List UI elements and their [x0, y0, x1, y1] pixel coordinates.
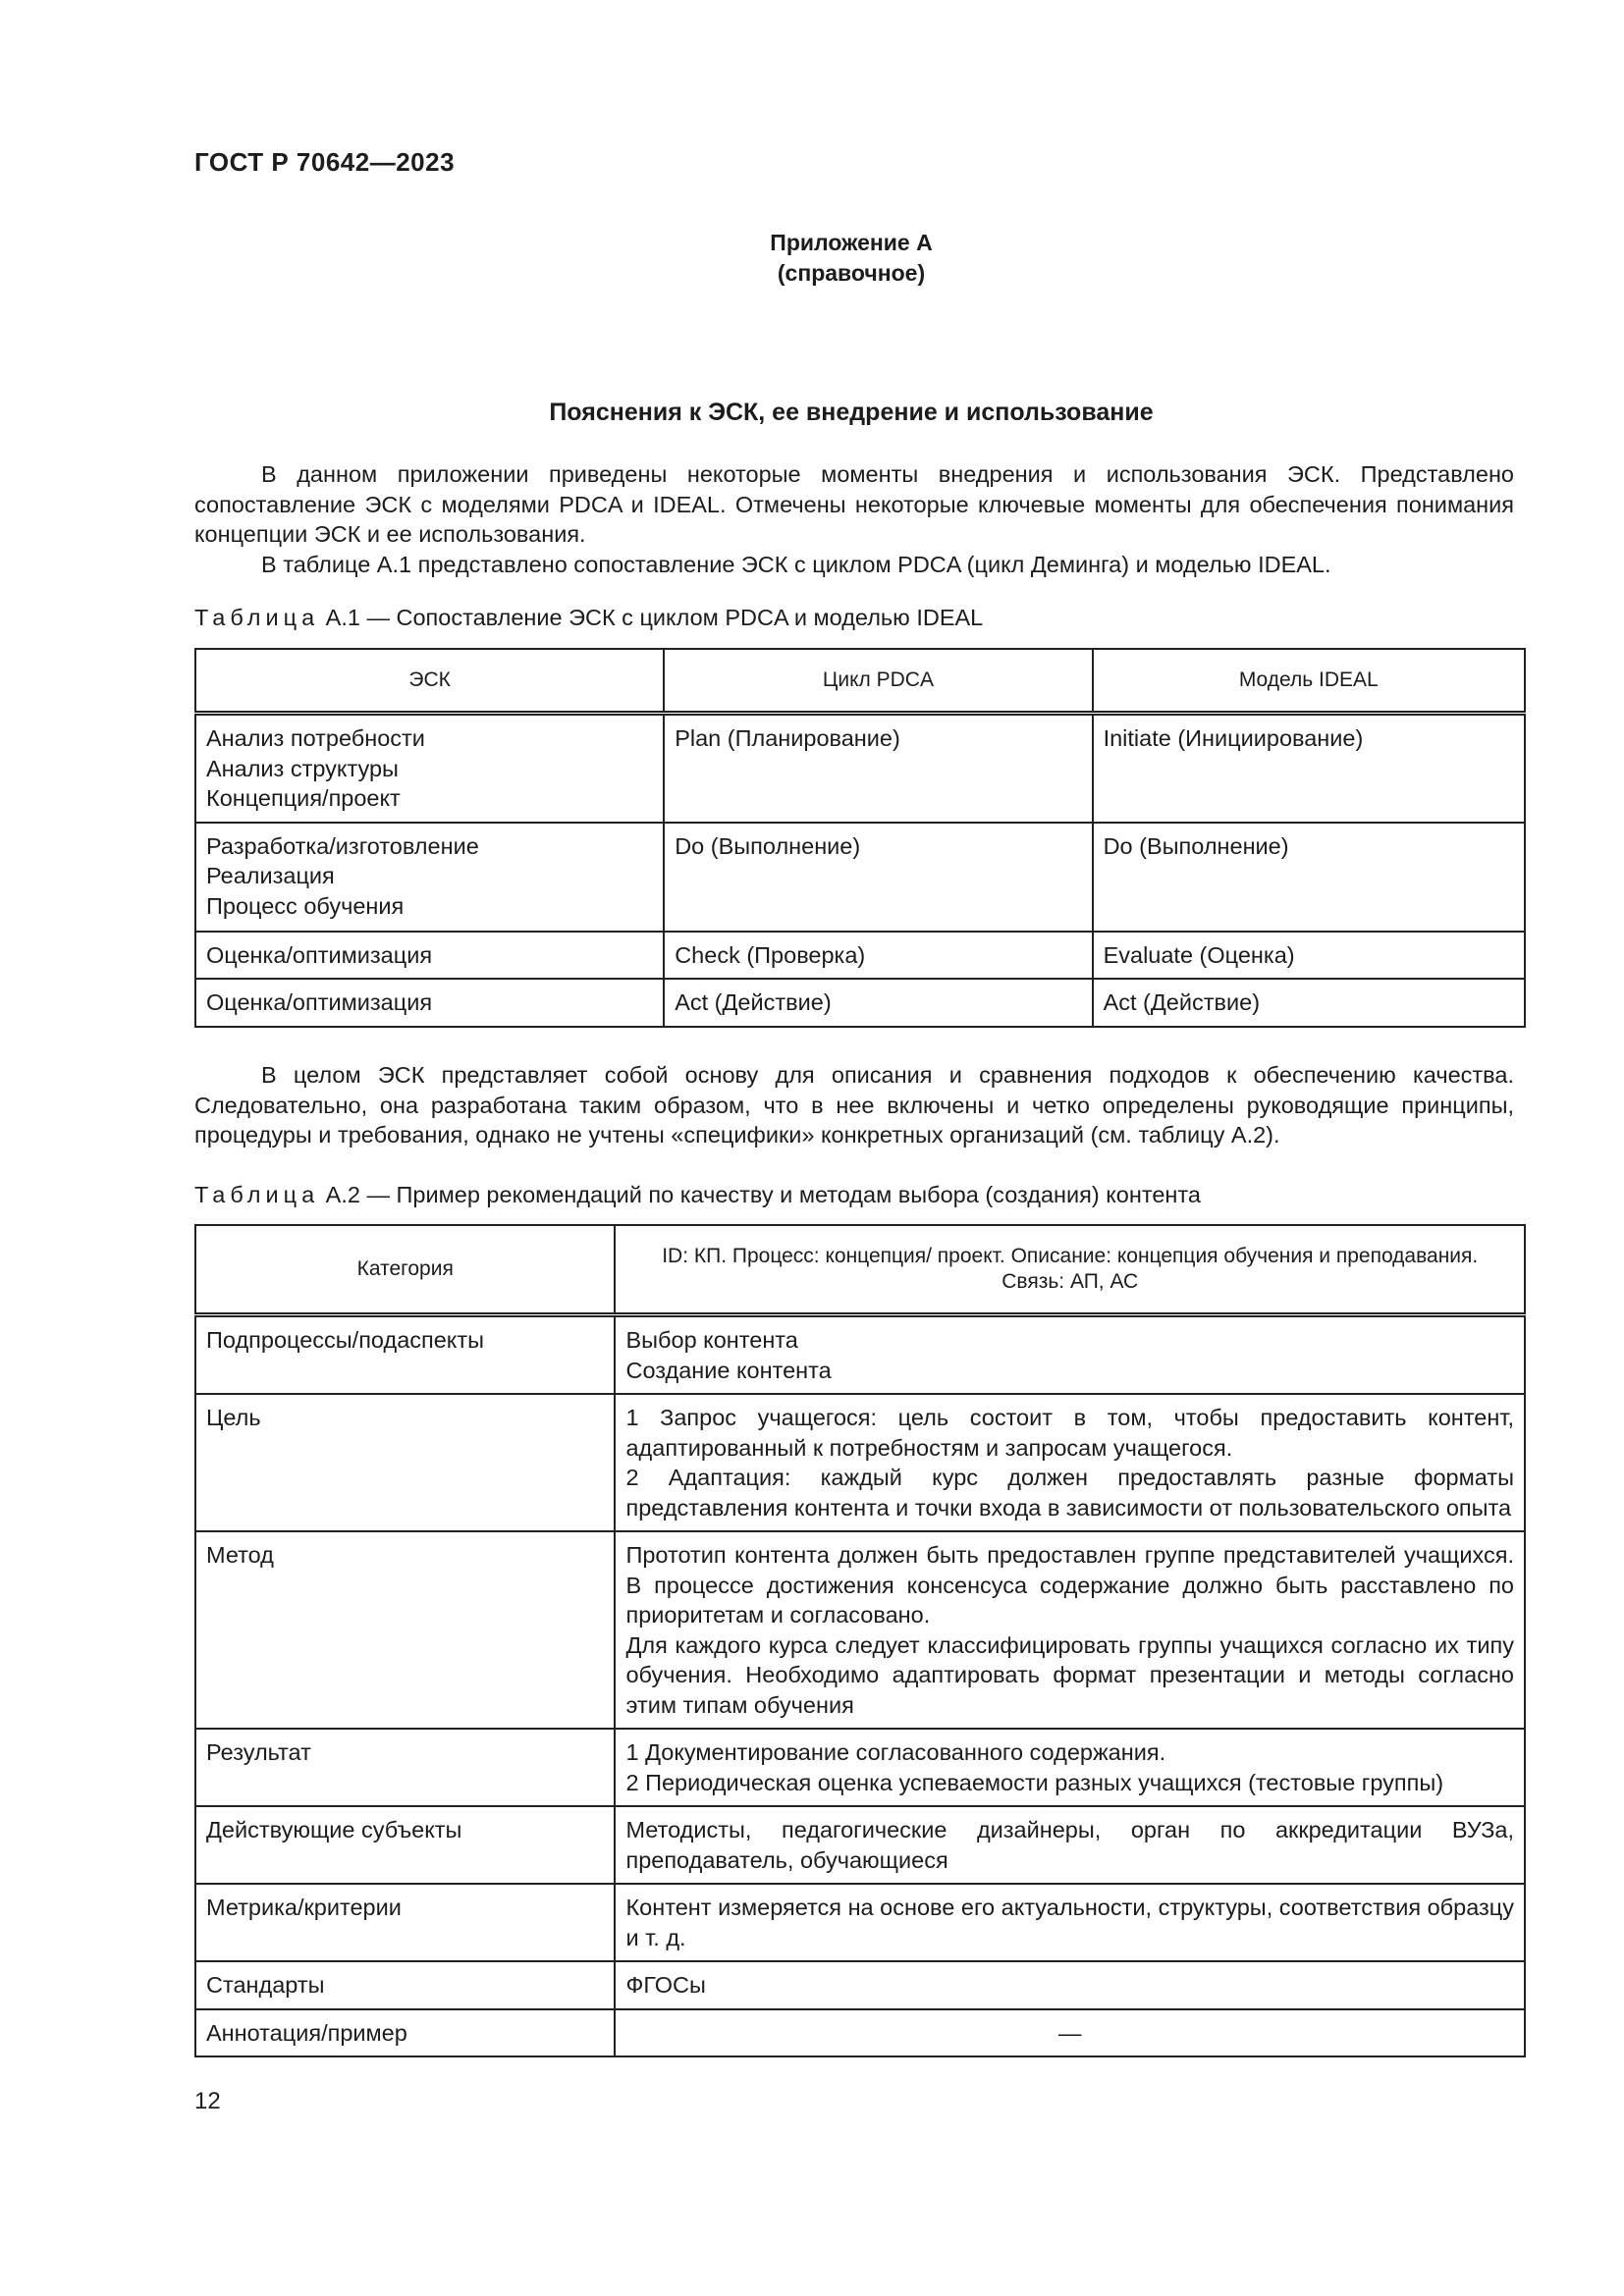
- table-a2-cell-category: Метрика/критерии: [195, 1884, 615, 1961]
- table-a1-cell-ideal: Evaluate (Оценка): [1093, 932, 1525, 980]
- paragraph-summary: В целом ЭСК представляет собой основу для описания и сравнения подходов к обеспечению качества. Следовательно, она разработана таким образом, что в нее включены и четко определены руководящие принципы, процедуры и требования, однако не учтены «специфики» конкретных организаций (см. таблицу А.2).: [194, 1062, 1514, 1148]
- table-a1-cell-esk: Оценка/оптимизация: [195, 979, 664, 1027]
- table1-caption-word: Таблица: [194, 605, 320, 630]
- paragraph-table-ref: В таблице А.1 представлено сопоставление ЭСК с циклом PDCA (цикл Деминга) и моделью IDEAL.: [261, 552, 1331, 577]
- standard-code: ГОСТ Р 70642—2023: [194, 147, 456, 177]
- table-a2-cell-category: Цель: [195, 1394, 615, 1531]
- table-a2-cell-value: Контент измеряется на основе его актуальности, структуры, соответствия образцу и т. д.: [615, 1884, 1525, 1961]
- table1-caption: [194, 605, 983, 631]
- table-row: [195, 1729, 1525, 1806]
- table-a1-cell-esk: Оценка/оптимизация: [195, 932, 664, 980]
- annex-title: Приложение А: [770, 230, 933, 255]
- table-row: [195, 1806, 1525, 1884]
- table-row: [195, 2009, 1525, 2057]
- table-a2-cell-value: Выбор контента Создание контента: [615, 1315, 1525, 1395]
- table-a2-cell-category: Аннотация/пример: [195, 2009, 615, 2057]
- table-a1-cell-ideal: Act (Действие): [1093, 979, 1525, 1027]
- table-a1-cell-pdca: Do (Выполнение): [664, 823, 1092, 932]
- table-a1-cell-ideal: Do (Выполнение): [1093, 823, 1525, 932]
- table-a2-cell-category: Стандарты: [195, 1961, 615, 2009]
- table-row: [195, 823, 1525, 932]
- annex-status: (справочное): [777, 260, 926, 286]
- table-row: [195, 714, 1525, 823]
- paragraph-intro: В данном приложении приведены некоторые моменты внедрения и использования ЭСК. Представлено сопоставление ЭСК с моделями PDCA и IDEAL. Отмечены некоторые ключевые моменты для обеспечения понимания концепции ЭСК и ее использования.: [194, 461, 1514, 547]
- table-a2-cell-category: Метод: [195, 1531, 615, 1729]
- table-a2-header-description: ID: КП. Процесс: концепция/ проект. Описание: концепция обучения и преподавания. Связь: АП, АС: [615, 1225, 1525, 1315]
- table-a2-cell-value: 1 Запрос учащегося: цель состоит в том, чтобы предоставить контент, адаптированный к потребностям и запросам учащегося. 2 Адаптация: каждый курс должен предоставлять разные форматы представления контента и точки входа в зависимости от пользовательского опыта: [615, 1394, 1525, 1531]
- table2-caption-text: А.2 — Пример рекомендаций по качеству и методам выбора (создания) контента: [319, 1182, 1201, 1207]
- table-a1: [194, 648, 1526, 1028]
- table-a1-header-pdca: Цикл PDCA: [664, 649, 1092, 714]
- annex-heading: [0, 228, 1624, 289]
- section-title: Пояснения к ЭСК, ее внедрение и использование: [549, 399, 1154, 426]
- table-a2-cell-value: —: [615, 2009, 1525, 2057]
- table-a2-header-row: [195, 1225, 1525, 1315]
- table-a1-cell-ideal: Initiate (Инициирование): [1093, 714, 1525, 823]
- table-a1-cell-pdca: Plan (Планирование): [664, 714, 1092, 823]
- table-row: [195, 1961, 1525, 2009]
- table-a1-cell-esk: Анализ потребности Анализ структуры Концепция/проект: [195, 714, 664, 823]
- table-a1-cell-pdca: Check (Проверка): [664, 932, 1092, 980]
- table-a1-header-ideal: Модель IDEAL: [1093, 649, 1525, 714]
- table-a1-cell-esk: Разработка/изготовление Реализация Процесс обучения: [195, 823, 664, 932]
- table-a2-cell-category: Подпроцессы/подаспекты: [195, 1315, 615, 1395]
- table-a2-cell-category: Действующие субъекты: [195, 1806, 615, 1884]
- table-row: [195, 1884, 1525, 1961]
- table-a2-cell-category: Результат: [195, 1729, 615, 1806]
- table-a2-cell-value: Методисты, педагогические дизайнеры, орган по аккредитации ВУЗа, преподаватель, обучающиеся: [615, 1806, 1525, 1884]
- table-a1-header-esk: ЭСК: [195, 649, 664, 714]
- table-row: [195, 1394, 1525, 1531]
- table-a2-cell-value: Прототип контента должен быть предоставлен группе представителей учащихся. В процессе достижения консенсуса содержание должно быть расставлено по приоритетам и согласовано. Для каждого курса следует классифицировать группы учащихся согласно их типу обучения. Необходимо адаптировать формат презентации и методы согласно этим типам обучения: [615, 1531, 1525, 1729]
- table-a2-cell-value: 1 Документирование согласованного содержания. 2 Периодическая оценка успеваемости разных учащихся (тестовые группы): [615, 1729, 1525, 1806]
- table2-caption-word: Таблица: [194, 1182, 320, 1207]
- page-number: 12: [194, 2088, 221, 2114]
- table-row: [195, 1531, 1525, 1729]
- table-a1-header-row: [195, 649, 1525, 714]
- table2-caption: [194, 1182, 1201, 1208]
- table1-caption-text: А.1 — Сопоставление ЭСК с циклом PDCA и моделью IDEAL: [319, 605, 984, 630]
- table-a2: [194, 1224, 1526, 2057]
- table-row: [195, 1315, 1525, 1395]
- table-a1-cell-pdca: Act (Действие): [664, 979, 1092, 1027]
- table-a2-cell-value: ФГОСы: [615, 1961, 1525, 2009]
- table-row: [195, 932, 1525, 980]
- table-row: [195, 979, 1525, 1027]
- table-a2-header-category: Категория: [195, 1225, 615, 1315]
